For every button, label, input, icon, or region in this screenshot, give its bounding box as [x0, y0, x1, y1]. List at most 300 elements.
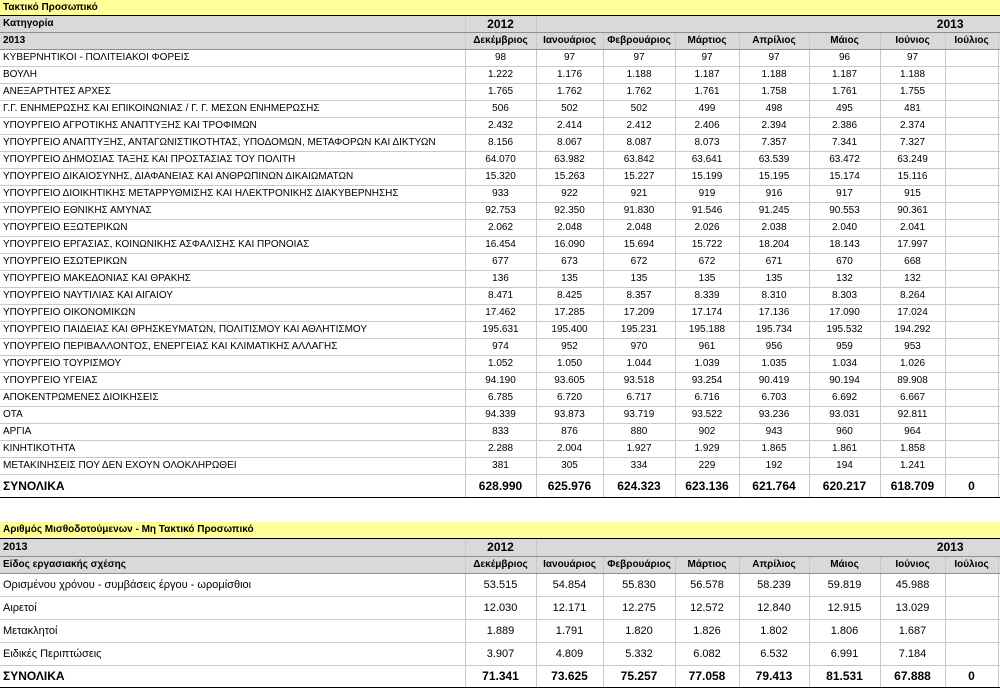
total-row [0, 475, 1000, 498]
row-label: ΥΠΟΥΡΓΕΙΟ ΕΣΩΤΕΡΙΚΩΝ [0, 254, 465, 271]
cell-value: 97 [880, 50, 945, 67]
cell-value [945, 84, 998, 101]
table-row [0, 135, 1000, 152]
subyear-label: 2013 [0, 539, 465, 557]
cell-value: 7.341 [809, 135, 880, 152]
cell-value [945, 254, 998, 271]
cell-value [945, 322, 998, 339]
table-row [0, 356, 1000, 373]
cell-value: 135 [739, 271, 809, 288]
cell-value: 672 [675, 254, 739, 271]
cell-value [945, 101, 998, 118]
cell-value: 93.031 [809, 407, 880, 424]
cell-value: 8.310 [739, 288, 809, 305]
total-value: 628.990 [465, 475, 536, 498]
cell-value [945, 424, 998, 441]
cell-value: 8.471 [465, 288, 536, 305]
cell-value: 93.236 [739, 407, 809, 424]
cell-value: 2.432 [465, 118, 536, 135]
cell-value: 952 [536, 339, 603, 356]
cell-value: 16.090 [536, 237, 603, 254]
cell-value [945, 441, 998, 458]
cell-value: 15.320 [465, 169, 536, 186]
cell-value [945, 220, 998, 237]
cell-value: 956 [739, 339, 809, 356]
cell-value: 195.532 [809, 322, 880, 339]
month-header: Δεκέμβριος [465, 33, 536, 50]
year-2012-header: 2012 [465, 539, 536, 557]
row-label: ΥΠΟΥΡΓΕΙΟ ΑΓΡΟΤΙΚΗΣ ΑΝΑΠΤΥΞΗΣ ΚΑΙ ΤΡΟΦΙΜΩΝ [0, 118, 465, 135]
cell-value: 92.811 [880, 407, 945, 424]
cell-value: 8.073 [675, 135, 739, 152]
table-row [0, 271, 1000, 288]
cell-value: 58.239 [739, 574, 809, 597]
cell-value: 15.722 [675, 237, 739, 254]
cell-value: 381 [465, 458, 536, 475]
table-row [0, 574, 1000, 597]
cell-value: 45.988 [880, 574, 945, 597]
row-label: ΥΠΟΥΡΓΕΙΟ ΔΙΟΙΚΗΤΙΚΗΣ ΜΕΤΑΡΡΥΘΜΙΣΗΣ ΚΑΙ ΗΛΕΚΤΡΟΝΙΚΗΣ ΔΙΑΚΥΒΕΡΝΗΣΗΣ [0, 186, 465, 203]
table-row [0, 458, 1000, 475]
cell-value: 194 [809, 458, 880, 475]
row-label: ΚΙΝΗΤΙΚΟΤΗΤΑ [0, 441, 465, 458]
cell-value: 305 [536, 458, 603, 475]
row-label: ΥΠΟΥΡΓΕΙΟ ΔΙΚΑΙΟΣΥΝΗΣ, ΔΙΑΦΑΝΕΙΑΣ ΚΑΙ ΑΝΘΡΩΠΙΝΩΝ ΔΙΚΑΙΩΜΑΤΩΝ [0, 169, 465, 186]
cell-value: 1.861 [809, 441, 880, 458]
table-row [0, 288, 1000, 305]
cell-value: 17.174 [675, 305, 739, 322]
cell-value: 2.041 [880, 220, 945, 237]
cell-value: 15.116 [880, 169, 945, 186]
cell-value: 919 [675, 186, 739, 203]
cell-value: 63.641 [675, 152, 739, 169]
cell-value: 12.275 [603, 597, 675, 620]
cell-value [945, 597, 998, 620]
cell-value: 2.038 [739, 220, 809, 237]
cell-value: 2.004 [536, 441, 603, 458]
cell-value: 1.802 [739, 620, 809, 643]
cell-value: 63.842 [603, 152, 675, 169]
table-row [0, 373, 1000, 390]
cell-value: 916 [739, 186, 809, 203]
cell-value: 2.374 [880, 118, 945, 135]
cell-value [945, 67, 998, 84]
table-row [0, 322, 1000, 339]
cell-value: 13.029 [880, 597, 945, 620]
cell-value: 3.907 [465, 643, 536, 666]
cell-value: 1.188 [880, 67, 945, 84]
cell-value: 6.703 [739, 390, 809, 407]
month-header: Μάιος [809, 33, 880, 50]
cell-value: 15.694 [603, 237, 675, 254]
category-header: Είδος εργασιακής σχέσης [0, 557, 465, 574]
cell-value: 92.753 [465, 203, 536, 220]
cell-value: 15.199 [675, 169, 739, 186]
row-label: ΑΠΟΚΕΝΤΡΩΜΕΝΕΣ ΔΙΟΙΚΗΣΕΙΣ [0, 390, 465, 407]
cell-value [945, 373, 998, 390]
total-label: ΣΥΝΟΛΙΚΑ [0, 475, 465, 498]
cell-value: 1.039 [675, 356, 739, 373]
cell-value: 334 [603, 458, 675, 475]
cell-value: 194.292 [880, 322, 945, 339]
cell-value: 6.991 [809, 643, 880, 666]
cell-value: 922 [536, 186, 603, 203]
cell-value [945, 305, 998, 322]
month-header: Ιανουάριος [536, 33, 603, 50]
row-label: ΥΠΟΥΡΓΕΙΟ ΕΞΩΤΕΡΙΚΩΝ [0, 220, 465, 237]
cell-value: 64.070 [465, 152, 536, 169]
cell-value: 195.188 [675, 322, 739, 339]
cell-value: 132 [809, 271, 880, 288]
cell-value: 1.761 [675, 84, 739, 101]
table-row [0, 101, 1000, 118]
cell-value [945, 203, 998, 220]
cell-value: 7.327 [880, 135, 945, 152]
cell-value: 933 [465, 186, 536, 203]
cell-value: 2.026 [675, 220, 739, 237]
cell-value: 18.143 [809, 237, 880, 254]
cell-value: 672 [603, 254, 675, 271]
cell-value: 192 [739, 458, 809, 475]
table-row [0, 254, 1000, 271]
table-row [0, 339, 1000, 356]
table-banner: Τακτικό Προσωπικό [0, 0, 1000, 16]
cell-value: 94.339 [465, 407, 536, 424]
cell-value: 1.050 [536, 356, 603, 373]
cell-value: 6.717 [603, 390, 675, 407]
table-row [0, 169, 1000, 186]
row-label: ΒΟΥΛΗ [0, 67, 465, 84]
total-value: 77.058 [675, 666, 739, 688]
total-value: 623.136 [675, 475, 739, 498]
row-label: ΟΤΑ [0, 407, 465, 424]
cell-value: 481 [880, 101, 945, 118]
cell-value: 1.791 [536, 620, 603, 643]
table-row [0, 203, 1000, 220]
row-label: ΥΠΟΥΡΓΕΙΟ ΝΑΥΤΙΛΙΑΣ ΚΑΙ ΑΙΓΑΙΟΥ [0, 288, 465, 305]
table-row [0, 305, 1000, 322]
cell-value: 12.840 [739, 597, 809, 620]
cell-value: 8.087 [603, 135, 675, 152]
cell-value: 17.136 [739, 305, 809, 322]
cell-value: 6.667 [880, 390, 945, 407]
cell-value: 1.858 [880, 441, 945, 458]
year-2013-header: 2013 [536, 539, 1000, 557]
cell-value: 97 [536, 50, 603, 67]
cell-value: 94.190 [465, 373, 536, 390]
cell-value: 63.249 [880, 152, 945, 169]
cell-value: 98 [465, 50, 536, 67]
cell-value [945, 390, 998, 407]
cell-value: 668 [880, 254, 945, 271]
cell-value [945, 135, 998, 152]
cell-value: 1.765 [465, 84, 536, 101]
row-label: ΥΠΟΥΡΓΕΙΟ ΔΗΜΟΣΙΑΣ ΤΑΞΗΣ ΚΑΙ ΠΡΟΣΤΑΣΙΑΣ ΤΟΥ ΠΟΛΙΤΗ [0, 152, 465, 169]
month-header: Μάρτιος [675, 557, 739, 574]
total-label: ΣΥΝΟΛΙΚΑ [0, 666, 465, 688]
cell-value: 12.915 [809, 597, 880, 620]
cell-value: 1.929 [675, 441, 739, 458]
cell-value: 1.826 [675, 620, 739, 643]
table-row [0, 620, 1000, 643]
nonregular-staff-table [0, 522, 1000, 688]
cell-value: 671 [739, 254, 809, 271]
cell-value [945, 152, 998, 169]
cell-value [945, 407, 998, 424]
row-label: ΑΝΕΞΑΡΤΗΤΕΣ ΑΡΧΕΣ [0, 84, 465, 101]
cell-value: 1.187 [809, 67, 880, 84]
cell-value [945, 271, 998, 288]
total-value: 618.709 [880, 475, 945, 498]
cell-value: 54.854 [536, 574, 603, 597]
row-label: ΜΕΤΑΚΙΝΗΣΕΙΣ ΠΟΥ ΔΕΝ ΕΧΟΥΝ ΟΛΟΚΛΗΡΩΘΕΙ [0, 458, 465, 475]
month-header: Ιούνιος [880, 33, 945, 50]
cell-value: 97 [675, 50, 739, 67]
cell-value: 135 [536, 271, 603, 288]
month-header: Ιανουάριος [536, 557, 603, 574]
cell-value: 964 [880, 424, 945, 441]
cell-value: 1.188 [739, 67, 809, 84]
cell-value: 833 [465, 424, 536, 441]
cell-value: 90.361 [880, 203, 945, 220]
cell-value: 5.332 [603, 643, 675, 666]
cell-value: 1.026 [880, 356, 945, 373]
cell-value: 1.761 [809, 84, 880, 101]
cell-value [945, 288, 998, 305]
cell-value: 15.195 [739, 169, 809, 186]
cell-value: 495 [809, 101, 880, 118]
row-label: ΥΠΟΥΡΓΕΙΟ ΠΑΙΔΕΙΑΣ ΚΑΙ ΘΡΗΣΚΕΥΜΑΤΩΝ, ΠΟΛΙΤΙΣΜΟΥ ΚΑΙ ΑΘΛΗΤΙΣΜΟΥ [0, 322, 465, 339]
cell-value: 506 [465, 101, 536, 118]
cell-value: 2.048 [536, 220, 603, 237]
cell-value: 53.515 [465, 574, 536, 597]
cell-value: 93.719 [603, 407, 675, 424]
cell-value: 953 [880, 339, 945, 356]
row-label: Ειδικές Περιπτώσεις [0, 643, 465, 666]
cell-value: 91.245 [739, 203, 809, 220]
table-banner: Αριθμός Μισθοδοτούμενων - Μη Τακτικό Προσωπικό [0, 522, 1000, 539]
row-label: ΥΠΟΥΡΓΕΙΟ ΠΕΡΙΒΑΛΛΟΝΤΟΣ, ΕΝΕΡΓΕΙΑΣ ΚΑΙ ΚΛΙΜΑΤΙΚΗΣ ΑΛΛΑΓΗΣ [0, 339, 465, 356]
cell-value: 2.386 [809, 118, 880, 135]
cell-value: 1.889 [465, 620, 536, 643]
table-row [0, 597, 1000, 620]
cell-value: 1.052 [465, 356, 536, 373]
total-value: 624.323 [603, 475, 675, 498]
cell-value: 8.425 [536, 288, 603, 305]
table-row [0, 220, 1000, 237]
cell-value: 6.082 [675, 643, 739, 666]
month-header: Δεκέμβριος [465, 557, 536, 574]
cell-value: 2.414 [536, 118, 603, 135]
cell-value: 1.762 [603, 84, 675, 101]
cell-value: 93.605 [536, 373, 603, 390]
cell-value: 1.865 [739, 441, 809, 458]
cell-value: 93.873 [536, 407, 603, 424]
cell-value: 135 [603, 271, 675, 288]
cell-value: 2.062 [465, 220, 536, 237]
cell-value [945, 237, 998, 254]
total-row [0, 666, 1000, 688]
row-label: ΥΠΟΥΡΓΕΙΟ ΕΡΓΑΣΙΑΣ, ΚΟΙΝΩΝΙΚΗΣ ΑΣΦΑΛΙΣΗΣ ΚΑΙ ΠΡΟΝΟΙΑΣ [0, 237, 465, 254]
cell-value: 195.734 [739, 322, 809, 339]
row-label: ΥΠΟΥΡΓΕΙΟ ΑΝΑΠΤΥΞΗΣ, ΑΝΤΑΓΩΝΙΣΤΙΚΟΤΗΤΑΣ, ΥΠΟΔΟΜΩΝ, ΜΕΤΑΦΟΡΩΝ ΚΑΙ ΔΙΚΤΥΩΝ [0, 135, 465, 152]
cell-value: 8.357 [603, 288, 675, 305]
cell-value [945, 186, 998, 203]
cell-value: 1.927 [603, 441, 675, 458]
cell-value: 195.631 [465, 322, 536, 339]
cell-value: 673 [536, 254, 603, 271]
cell-value: 6.532 [739, 643, 809, 666]
total-value: 71.341 [465, 666, 536, 688]
cell-value: 1.687 [880, 620, 945, 643]
cell-value: 2.406 [675, 118, 739, 135]
row-label: ΥΠΟΥΡΓΕΙΟ ΕΘΝΙΚΗΣ ΑΜΥΝΑΣ [0, 203, 465, 220]
table-row [0, 390, 1000, 407]
table-row [0, 424, 1000, 441]
cell-value: 63.472 [809, 152, 880, 169]
month-header: Φεβρουάριος [603, 557, 675, 574]
cell-value [945, 574, 998, 597]
row-label: ΑΡΓΙΑ [0, 424, 465, 441]
cell-value: 1.044 [603, 356, 675, 373]
cell-value [945, 356, 998, 373]
cell-value: 16.454 [465, 237, 536, 254]
cell-value: 93.518 [603, 373, 675, 390]
cell-value [945, 169, 998, 186]
cell-value: 498 [739, 101, 809, 118]
total-value: 75.257 [603, 666, 675, 688]
cell-value: 961 [675, 339, 739, 356]
cell-value: 921 [603, 186, 675, 203]
row-label: ΥΠΟΥΡΓΕΙΟ ΟΙΚΟΝΟΜΙΚΩΝ [0, 305, 465, 322]
year-2013-header: 2013 [536, 16, 1000, 33]
spacer-row [0, 498, 1000, 523]
cell-value: 1.241 [880, 458, 945, 475]
cell-value: 90.553 [809, 203, 880, 220]
cell-value: 17.285 [536, 305, 603, 322]
cell-value: 96 [809, 50, 880, 67]
cell-value [945, 50, 998, 67]
cell-value: 135 [675, 271, 739, 288]
cell-value: 1.222 [465, 67, 536, 84]
cell-value: 195.400 [536, 322, 603, 339]
cell-value: 15.263 [536, 169, 603, 186]
cell-value: 17.997 [880, 237, 945, 254]
month-header: Απρίλιος [739, 557, 809, 574]
total-value: 79.413 [739, 666, 809, 688]
cell-value: 7.184 [880, 643, 945, 666]
cell-value: 502 [536, 101, 603, 118]
cell-value: 8.303 [809, 288, 880, 305]
cell-value: 8.264 [880, 288, 945, 305]
cell-value: 1.034 [809, 356, 880, 373]
month-header: Ιούλιος [945, 33, 998, 50]
cell-value: 1.035 [739, 356, 809, 373]
table-row [0, 407, 1000, 424]
cell-value [945, 620, 998, 643]
month-header: Ιούνιος [880, 557, 945, 574]
table-row [0, 152, 1000, 169]
cell-value: 902 [675, 424, 739, 441]
cell-value: 1.758 [739, 84, 809, 101]
total-value: 0 [945, 475, 998, 498]
cell-value: 502 [603, 101, 675, 118]
cell-value: 17.024 [880, 305, 945, 322]
cell-value: 93.254 [675, 373, 739, 390]
cell-value: 18.204 [739, 237, 809, 254]
cell-value: 2.412 [603, 118, 675, 135]
total-value: 73.625 [536, 666, 603, 688]
row-label: ΥΠΟΥΡΓΕΙΟ ΥΓΕΙΑΣ [0, 373, 465, 390]
cell-value: 8.156 [465, 135, 536, 152]
cell-value: 6.716 [675, 390, 739, 407]
cell-value: 90.194 [809, 373, 880, 390]
total-value: 621.764 [739, 475, 809, 498]
table-row [0, 118, 1000, 135]
cell-value: 6.720 [536, 390, 603, 407]
total-value: 0 [945, 666, 998, 688]
cell-value [945, 643, 998, 666]
table-row [0, 67, 1000, 84]
month-header: Απρίλιος [739, 33, 809, 50]
total-value: 620.217 [809, 475, 880, 498]
cell-value: 8.067 [536, 135, 603, 152]
cell-value: 59.819 [809, 574, 880, 597]
cell-value: 8.339 [675, 288, 739, 305]
cell-value: 132 [880, 271, 945, 288]
cell-value: 17.090 [809, 305, 880, 322]
cell-value: 1.762 [536, 84, 603, 101]
cell-value [945, 118, 998, 135]
table-row [0, 643, 1000, 666]
cell-value: 2.040 [809, 220, 880, 237]
cell-value: 880 [603, 424, 675, 441]
cell-value: 1.820 [603, 620, 675, 643]
cell-value: 1.176 [536, 67, 603, 84]
row-label: ΥΠΟΥΡΓΕΙΟ ΤΟΥΡΙΣΜΟΥ [0, 356, 465, 373]
cell-value: 974 [465, 339, 536, 356]
total-value: 67.888 [880, 666, 945, 688]
cell-value: 499 [675, 101, 739, 118]
cell-value: 960 [809, 424, 880, 441]
year-2012-header: 2012 [465, 16, 536, 33]
cell-value: 56.578 [675, 574, 739, 597]
cell-value: 63.539 [739, 152, 809, 169]
cell-value: 677 [465, 254, 536, 271]
table-row [0, 237, 1000, 254]
cell-value: 15.227 [603, 169, 675, 186]
cell-value: 93.522 [675, 407, 739, 424]
category-header: Κατηγορία [0, 16, 465, 33]
cell-value: 6.785 [465, 390, 536, 407]
row-label: ΥΠΟΥΡΓΕΙΟ ΜΑΚΕΔΟΝΙΑΣ ΚΑΙ ΘΡΑΚΗΣ [0, 271, 465, 288]
total-value: 625.976 [536, 475, 603, 498]
cell-value: 2.394 [739, 118, 809, 135]
cell-value: 1.806 [809, 620, 880, 643]
cell-value: 1.187 [675, 67, 739, 84]
month-header: Ιούλιος [945, 557, 998, 574]
cell-value: 670 [809, 254, 880, 271]
cell-value: 92.350 [536, 203, 603, 220]
cell-value: 90.419 [739, 373, 809, 390]
cell-value: 136 [465, 271, 536, 288]
cell-value: 15.174 [809, 169, 880, 186]
cell-value: 2.288 [465, 441, 536, 458]
cell-value: 959 [809, 339, 880, 356]
month-header: Μάρτιος [675, 33, 739, 50]
table-row [0, 441, 1000, 458]
table-row [0, 186, 1000, 203]
